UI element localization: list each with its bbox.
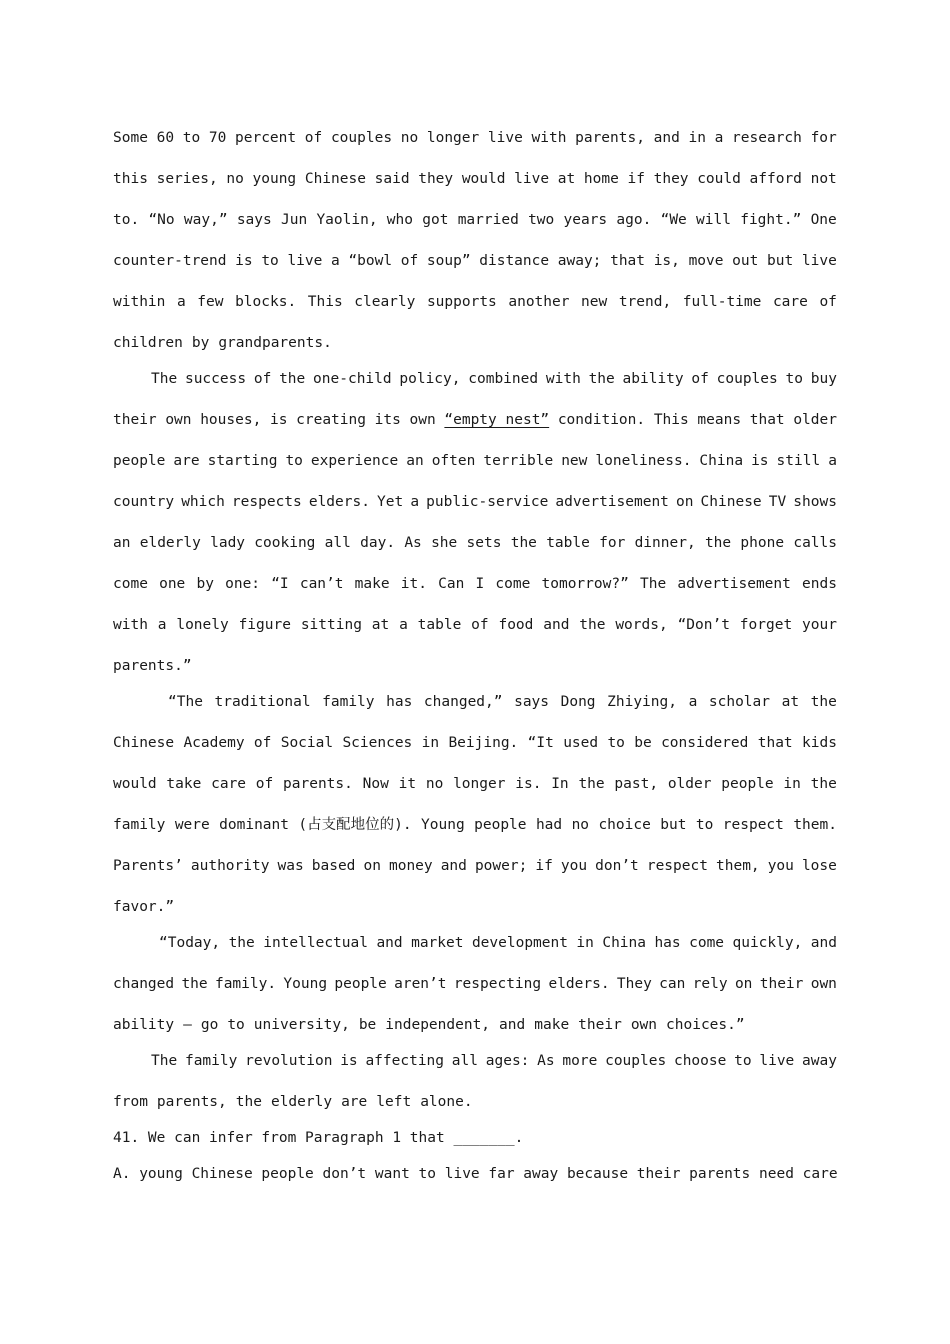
text-line: Parents’ authority was based on money and power; if you don’t respect them, you lose [113, 858, 837, 874]
text-line: family were dominant (占支配地位的). Young people had no choice but to respect them. [113, 817, 837, 833]
text-line: 41. We can infer from Paragraph 1 that _______. [113, 1130, 524, 1146]
text-line: to. “No way,” says Jun Yaolin, who got married two years ago. “We will fight.” One [113, 212, 837, 228]
text-line: an elderly lady cooking all day. As she sets the table for dinner, the phone calls [113, 535, 837, 551]
text-line: “The traditional family has changed,” says Dong Zhiying, a scholar at the [168, 694, 837, 710]
text-line: changed the family. Young people aren’t respecting elders. They can rely on their own [113, 976, 837, 992]
text-line: Some 60 to 70 percent of couples no longer live with parents, and in a research for [113, 130, 837, 146]
text-line: A. young Chinese people don’t want to live far away because their parents need care [113, 1166, 838, 1182]
text-line: their own houses, is creating its own “empty nest” condition. This means that older [113, 412, 837, 428]
text-line: this series, no young Chinese said they would live at home if they could afford not [113, 171, 837, 187]
text-line: within a few blocks. This clearly supports another new trend, full-time care of [113, 294, 837, 310]
text-line: Chinese Academy of Social Sciences in Beijing. “It used to be considered that kids [113, 735, 837, 751]
text-line: would take care of parents. Now it no longer is. In the past, older people in the [113, 776, 837, 792]
text-line: with a lonely figure sitting at a table of food and the words, “Don’t forget your [113, 617, 837, 633]
text-line: The family revolution is affecting all ages: As more couples choose to live away [151, 1053, 837, 1069]
text-line: parents.” [113, 658, 192, 674]
text-line: country which respects elders. Yet a public-service advertisement on Chinese TV shows [113, 494, 837, 510]
text-line: counter-trend is to live a “bowl of soup” distance away; that is, move out but live [113, 253, 837, 269]
text-line: ability — go to university, be independent, and make their own choices.” [113, 1017, 745, 1033]
text-line: come one by one: “I can’t make it. Can I come tomorrow?” The advertisement ends [113, 576, 837, 592]
text-line: people are starting to experience an often terrible new loneliness. China is still a [113, 453, 837, 469]
text-line: from parents, the elderly are left alone. [113, 1094, 473, 1110]
text-line: favor.” [113, 899, 175, 915]
text-line: The success of the one-child policy, combined with the ability of couples to buy [151, 371, 837, 387]
text-line: children by grandparents. [113, 335, 332, 351]
text-line: “Today, the intellectual and market development in China has come quickly, and [159, 935, 837, 951]
